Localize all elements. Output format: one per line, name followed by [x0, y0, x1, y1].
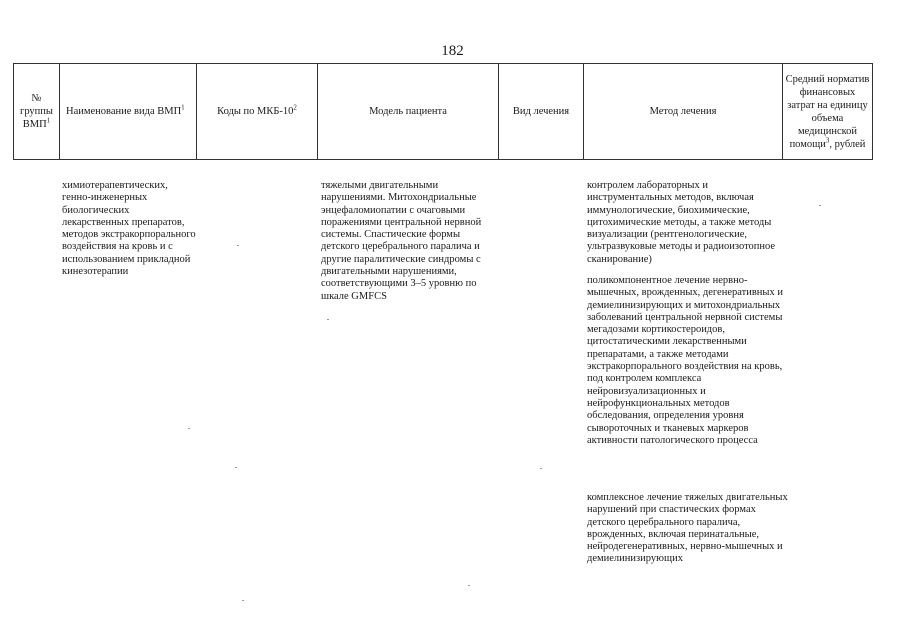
header-cost-norm-unit: , рублей: [829, 138, 866, 150]
header-icd-codes-label: Коды по МКБ-10: [217, 106, 294, 117]
header-patient-model: Модель пациента: [318, 64, 499, 160]
header-treatment-method: Метод лечения: [584, 64, 783, 160]
header-treatment-type: Вид лечения: [499, 64, 584, 160]
header-group-number-label: № группы ВМП: [20, 93, 53, 130]
header-cost-norm-label: Средний норматив финансовых затрат на единицу объема медицинской помощи: [785, 73, 870, 150]
header-group-number: [14, 64, 60, 160]
scan-speck: [327, 319, 329, 320]
scan-speck: [235, 467, 237, 468]
footnote-1: 1: [181, 103, 185, 112]
scan-speck: [819, 205, 821, 206]
header-icd-codes: [197, 64, 318, 160]
treatment-method-text-3: комплексное лечение тяжелых двигательных нарушений при спастических формах детского церебрального паралича, врожденных, включая перинатальные, нейродегенеративных, нервно-мышечных и демиелинизирующих: [587, 492, 788, 565]
scan-speck: [237, 245, 239, 246]
vmp-name-text: химиотерапевтических, генно-инженерных биологических лекарственных препаратов, методов экстракорпорального воздействия на кровь и с использованием прикладной кинезотерапии: [62, 180, 196, 278]
footnote-2: 2: [293, 103, 297, 112]
header-cost-norm: [783, 64, 873, 160]
table-header: [13, 63, 873, 160]
treatment-method-text-1: контролем лабораторных и инструментальных методов, включая иммунологические, биохимические, цитохимические методы, а также методы визуализации (рентгенологические, ультразвуковые методы и радиоизотопное сканирование): [587, 180, 776, 265]
header-vmp-name-label: Наименование вида ВМП: [66, 106, 182, 117]
scan-speck: [188, 428, 190, 429]
scan-speck: [540, 468, 542, 469]
scan-speck: [468, 585, 470, 586]
footnote-1: 1: [46, 116, 51, 125]
page-number: 182: [441, 43, 464, 59]
treatment-method-text-2: поликомпонентное лечение нервно-мышечных, врожденных, дегенеративных и демиелинизирующих и митохондриальных заболеваний центральной нервной системы мегадозами кортикостероидов, цитостатическими лекарственными препаратами, а также методами экстракорпорального воздействия на кровь, под контролем комплекса нейровизуализационных и нейрофункциональных методов обследования, определения уровня сывороточных и тканевых маркеров активности патологического процесса: [587, 275, 783, 446]
header-vmp-name: [60, 64, 197, 160]
scan-speck: [242, 600, 244, 601]
footnote-3: 3: [825, 136, 830, 144]
patient-model-text: тяжелыми двигательными нарушениями. Митохондриальные энцефаломиопатии с очаговыми поражениями центральной нервной системы. Спастические формы детского церебрального паралича и другие паралитические синдромы с двигательными нарушениями, соответствующими 3–5 уровню по шкале GMFCS: [321, 180, 482, 302]
